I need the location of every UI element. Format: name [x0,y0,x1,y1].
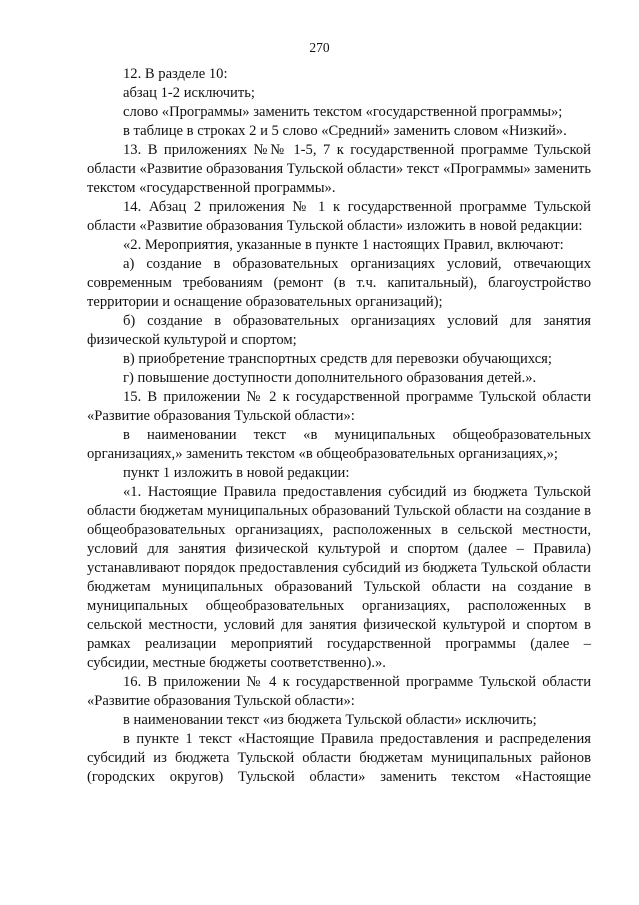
paragraph: в пункте 1 текст «Настоящие Правила предоставления и распределения субсидий из бюджета Тульской области бюджетам муниципальных районов (городских округов) Тульской области» заменить текстом «Настоящие [87,731,591,785]
paragraph: «2. Мероприятия, указанные в пункте 1 настоящих Правил, включают: [123,237,564,253]
paragraph: 16. В приложении № 4 к государственной программе Тульской области «Развитие образования Тульской области»: [87,674,591,709]
page-number: 270 [309,40,330,55]
paragraph: 12. В разделе 10: [123,66,228,82]
paragraph: 14. Абзац 2 приложения № 1 к государственной программе Тульской области «Развитие образования Тульской области» изложить в новой редакции: [87,199,591,234]
paragraph: г) повышение доступности дополнительного образования детей.». [123,370,537,386]
paragraph: «1. Настоящие Правила предоставления субсидий из бюджета Тульской области бюджетам муниципальных образований Тульской области на создание в общеобразовательных организациях, расположенных в сельской местности, условий для занятия физической культурой и спортом (далее – Правила) устанавливают порядок предоставления субсидий из бюджета Тульской области бюджетам муниципальных образований Тульской области на создание в муниципальных общеобразовательных организациях, расположенных в сельской местности, условий для занятия физической культурой и спортом в рамках реализации мероприятий государственной программы (далее – субсидии, местные бюджеты соответственно).». [87,484,591,671]
paragraph: 15. В приложении № 2 к государственной программе Тульской области «Развитие образования Тульской области»: [87,389,591,424]
paragraph: слово «Программы» заменить текстом «государственной программы»; [123,104,563,120]
document-body [87,65,591,787]
paragraph: б) создание в образовательных организациях условий для занятия физической культурой и спортом; [87,313,591,348]
paragraph: а) создание в образовательных организациях условий, отвечающих современным требованиям (ремонт (в т.ч. капитальный), благоустройство территории и оснащение образовательных организаций); [87,256,591,310]
paragraph: в) приобретение транспортных средств для перевозки обучающихся; [123,351,552,367]
paragraph: в таблице в строках 2 и 5 слово «Средний» заменить словом «Низкий». [123,123,567,139]
paragraph: абзац 1-2 исключить; [123,85,255,101]
paragraph: пункт 1 изложить в новой редакции: [123,465,350,481]
paragraph: 13. В приложениях №№ 1-5, 7 к государственной программе Тульской области «Развитие образования Тульской области» текст «Программы» заменить текстом «государственной программы». [87,142,591,196]
paragraph: в наименовании текст «в муниципальных общеобразовательных организациях,» заменить текстом «в общеобразовательных организациях,»; [87,427,591,462]
paragraph: в наименовании текст «из бюджета Тульской области» исключить; [123,712,537,728]
